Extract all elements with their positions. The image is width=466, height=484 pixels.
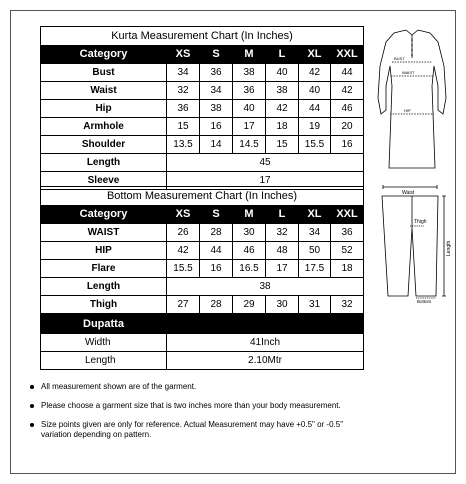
table-cell: 36 [167, 100, 200, 118]
table-cell: 15.5 [167, 260, 200, 278]
table-cell: 17 [266, 260, 299, 278]
table-cell: 48 [266, 242, 299, 260]
row-label: Sleeve [41, 172, 167, 190]
size-header: M [233, 46, 266, 64]
table-cell: 27 [167, 296, 200, 314]
table-cell: 32 [331, 296, 364, 314]
table-cell: 34 [299, 224, 331, 242]
table-cell: 40 [266, 64, 299, 82]
table-cell: 14.5 [233, 136, 266, 154]
category-header: Category [41, 206, 167, 224]
row-label: WAIST [41, 224, 167, 242]
size-header: S [200, 46, 233, 64]
table-cell: 38 [200, 100, 233, 118]
diagram-bust-label: BUST [394, 56, 405, 61]
dupatta-measurement-table [40, 314, 364, 370]
size-header: L [266, 206, 299, 224]
bullet-icon [30, 404, 34, 408]
size-header: S [200, 206, 233, 224]
note-text: Size points given are only for reference. Actual Measurement may have +0.5" or -0.5" variation depending on pattern. [41, 420, 344, 439]
table-cell: 16 [200, 260, 233, 278]
diagram-hip-label: HIP [404, 108, 411, 113]
table-cell: 15.5 [299, 136, 331, 154]
table-row [41, 278, 364, 296]
note-item [30, 420, 350, 440]
table-cell: 46 [233, 242, 266, 260]
table-cell: 18 [266, 118, 299, 136]
size-header: XXL [331, 46, 364, 64]
size-header: L [266, 46, 299, 64]
dupatta-header-row [41, 315, 364, 334]
row-label: Bust [41, 64, 167, 82]
table-cell: 44 [299, 100, 331, 118]
table-row [41, 136, 364, 154]
table-row [41, 154, 364, 172]
table-cell: 26 [167, 224, 200, 242]
size-header: XL [299, 206, 331, 224]
table-row [41, 82, 364, 100]
table-cell: 17.5 [299, 260, 331, 278]
table-cell: 34 [200, 82, 233, 100]
table-cell: 34 [167, 64, 200, 82]
note-item [30, 401, 350, 411]
table-cell: 41Inch [167, 334, 364, 352]
table-cell: 50 [299, 242, 331, 260]
bottom-diagram [372, 184, 452, 306]
row-label: Shoulder [41, 136, 167, 154]
size-header: XS [167, 46, 200, 64]
table-cell: 29 [233, 296, 266, 314]
table-row [41, 296, 364, 314]
table-cell: 31 [299, 296, 331, 314]
bullet-icon [30, 423, 34, 427]
diagram-thigh-label: Thigh [414, 219, 427, 225]
note-text: Please choose a garment size that is two inches more than your body measurement. [41, 401, 341, 410]
diagram-length-label: Length [446, 240, 452, 256]
table-row [41, 260, 364, 278]
table-cell: 44 [331, 64, 364, 82]
row-label: Length [41, 278, 167, 296]
table-cell: 32 [266, 224, 299, 242]
dupatta-title: Dupatta [41, 315, 364, 334]
table-cell: 40 [299, 82, 331, 100]
table-cell: 44 [200, 242, 233, 260]
table-cell: 42 [331, 82, 364, 100]
table-cell: 17 [167, 172, 364, 190]
row-label: Thigh [41, 296, 167, 314]
table-cell: 17 [233, 118, 266, 136]
kurta-header-row [41, 46, 364, 64]
table-cell: 32 [167, 82, 200, 100]
kurta-diagram [372, 26, 452, 176]
table-cell: 13.5 [167, 136, 200, 154]
row-label: Length [41, 154, 167, 172]
table-cell: 40 [233, 100, 266, 118]
table-cell: 30 [233, 224, 266, 242]
bottom-chart-title: Bottom Measurement Chart (In Inches) [41, 187, 364, 206]
table-cell: 30 [266, 296, 299, 314]
row-label: Width [41, 334, 167, 352]
size-header: XS [167, 206, 200, 224]
table-row [41, 64, 364, 82]
row-label: HIP [41, 242, 167, 260]
table-cell: 36 [200, 64, 233, 82]
table-cell: 16 [331, 136, 364, 154]
bullet-icon [30, 385, 34, 389]
table-cell: 28 [200, 224, 233, 242]
table-cell: 16 [200, 118, 233, 136]
table-cell: 28 [200, 296, 233, 314]
table-cell: 18 [331, 260, 364, 278]
table-cell: 42 [266, 100, 299, 118]
size-header: M [233, 206, 266, 224]
table-cell: 15 [167, 118, 200, 136]
table-cell: 19 [299, 118, 331, 136]
size-header: XL [299, 46, 331, 64]
table-cell: 42 [299, 64, 331, 82]
diagram-waist-label: Waist [402, 190, 415, 196]
note-item [30, 382, 350, 392]
diagram-bottom-label: Bottom [417, 299, 432, 304]
bottom-header-row [41, 206, 364, 224]
table-cell: 20 [331, 118, 364, 136]
table-cell: 38 [233, 64, 266, 82]
table-cell: 45 [167, 154, 364, 172]
table-cell: 42 [167, 242, 200, 260]
size-header: XXL [331, 206, 364, 224]
table-cell: 38 [266, 82, 299, 100]
table-cell: 36 [331, 224, 364, 242]
notes-list [30, 382, 350, 449]
category-header: Category [41, 46, 167, 64]
table-cell: 15 [266, 136, 299, 154]
table-row [41, 118, 364, 136]
row-label: Length [41, 352, 167, 370]
table-cell: 38 [167, 278, 364, 296]
note-text: All measurement shown are of the garment. [41, 382, 197, 391]
table-cell: 52 [331, 242, 364, 260]
table-cell: 16.5 [233, 260, 266, 278]
table-cell: 36 [233, 82, 266, 100]
table-cell: 2.10Mtr [167, 352, 364, 370]
kurta-chart-title: Kurta Measurement Chart (In Inches) [41, 27, 364, 46]
table-row [41, 100, 364, 118]
table-row [41, 242, 364, 260]
row-label: Armhole [41, 118, 167, 136]
table-row [41, 352, 364, 370]
table-cell: 14 [200, 136, 233, 154]
diagram-waist-label: WAIST [402, 70, 415, 75]
bottom-measurement-table [40, 186, 364, 314]
table-cell: 46 [331, 100, 364, 118]
kurta-measurement-table [40, 26, 364, 190]
row-label: Flare [41, 260, 167, 278]
row-label: Hip [41, 100, 167, 118]
table-row [41, 224, 364, 242]
table-row [41, 334, 364, 352]
row-label: Waist [41, 82, 167, 100]
